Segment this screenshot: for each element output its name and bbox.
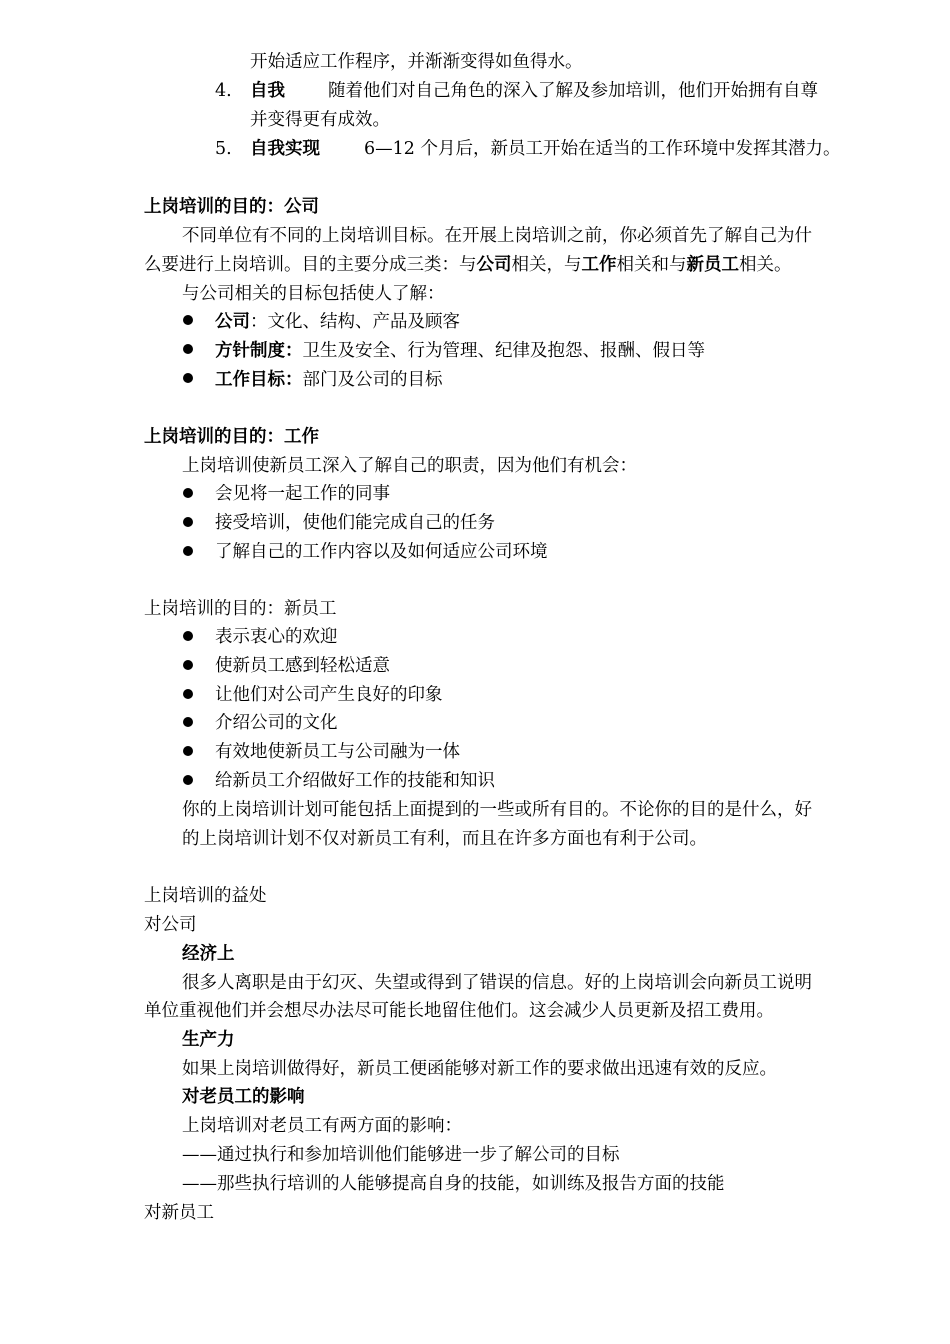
subsection-heading: 生产力 [182, 1030, 235, 1050]
bullet-icon [183, 344, 193, 354]
list-item: 给新员工介绍做好工作的技能和知识 [215, 771, 495, 791]
bullet-icon [183, 546, 193, 556]
subsection-heading: 经济上 [182, 944, 235, 964]
list-term: 自我实现 [250, 139, 320, 159]
list-text: 随着他们对自己角色的深入了解及参加培训，他们开始拥有自尊 [328, 81, 818, 101]
list-text: 并变得更有成效。 [250, 110, 390, 130]
list-number: 4. [215, 81, 232, 101]
text-run: 相关，与 [511, 255, 582, 275]
list-term: 公司 [215, 312, 250, 332]
paragraph-line: 上岗培训使新员工深入了解自己的职责，因为他们有机会： [182, 456, 637, 476]
text-run: 么要进行上岗培训。目的主要分成三类：与 [144, 255, 477, 275]
subsection-heading: 对公司 [144, 915, 197, 935]
paragraph-line: 上岗培训对老员工有两方面的影响： [182, 1116, 462, 1136]
emphasis: 工作 [581, 255, 617, 275]
bullet-icon [183, 746, 193, 756]
list-item: 接受培训，使他们能完成自己的任务 [215, 513, 495, 533]
paragraph-line: 你的上岗培训计划可能包括上面提到的一些或所有目的。不论你的目的是什么，好 [182, 800, 812, 820]
subsection-heading: 对老员工的影响 [182, 1087, 305, 1107]
bullet-icon [183, 775, 193, 785]
bullet-icon [183, 689, 193, 699]
bullet-icon [183, 717, 193, 727]
list-continuation: 开始适应工作程序，并渐渐变得如鱼得水。 [250, 52, 583, 72]
section-heading: 上岗培训的益处 [144, 886, 267, 906]
list-text: 卫生及安全、行为管理、纪律及抱怨、报酬、假日等 [302, 341, 705, 361]
paragraph-line [144, 251, 792, 279]
list-item: 了解自己的工作内容以及如何适应公司环境 [215, 542, 548, 562]
emphasis: 公司 [476, 255, 512, 275]
list-term: 工作目标： [215, 370, 303, 390]
list-item [215, 308, 460, 336]
list-item: 让他们对公司产生良好的印象 [215, 685, 443, 705]
paragraph-line: 的上岗培训计划不仅对新员工有利，而且在许多方面也有利于公司。 [182, 829, 707, 849]
emphasis: 新员工 [686, 255, 739, 275]
list-term: 自我 [250, 81, 285, 101]
list-item [215, 337, 705, 365]
section-heading: 上岗培训的目的：新员工 [144, 599, 337, 619]
list-item: 会见将一起工作的同事 [215, 484, 390, 504]
bullet-icon [183, 315, 193, 325]
list-item [215, 366, 443, 394]
section-heading: 上岗培训的目的：公司 [144, 197, 319, 217]
text-run: 相关。 [739, 255, 792, 275]
section-heading: 上岗培训的目的：工作 [144, 427, 319, 447]
list-item: 使新员工感到轻松适意 [215, 656, 390, 676]
list-term: 方针制度： [215, 341, 303, 361]
paragraph-line: 如果上岗培训做得好，新员工便函能够对新工作的要求做出迅速有效的反应。 [182, 1059, 777, 1079]
list-item: 介绍公司的文化 [215, 713, 338, 733]
subsection-heading: 对新员工 [144, 1203, 214, 1223]
list-text: ：文化、结构、产品及顾客 [250, 312, 460, 332]
bullet-icon [183, 631, 193, 641]
paragraph-line: 很多人离职是由于幻灭、失望或得到了错误的信息。好的上岗培训会向新员工说明 [182, 973, 812, 993]
paragraph-line: 单位重视他们并会想尽办法尽可能长地留住他们。这会减少人员更新及招工费用。 [144, 1001, 774, 1021]
bullet-icon [183, 660, 193, 670]
bullet-icon [183, 373, 193, 383]
dash-item: ——那些执行培训的人能够提高自身的技能，如训练及报告方面的技能 [182, 1174, 725, 1194]
dash-item: ——通过执行和参加培训他们能够进一步了解公司的目标 [182, 1145, 620, 1165]
list-number: 5. [215, 139, 232, 159]
paragraph-line: 不同单位有不同的上岗培训目标。在开展上岗培训之前，你必须首先了解自己为什 [182, 226, 812, 246]
text-run: 相关和与 [616, 255, 687, 275]
list-text: 6—12 个月后，新员工开始在适当的工作环境中发挥其潜力。 [364, 139, 841, 159]
list-text: 部门及公司的目标 [302, 370, 443, 390]
list-item: 表示衷心的欢迎 [215, 627, 338, 647]
list-item: 有效地使新员工与公司融为一体 [215, 742, 460, 762]
paragraph-line: 与公司相关的目标包括使人了解： [182, 284, 445, 304]
bullet-icon [183, 517, 193, 527]
bullet-icon [183, 488, 193, 498]
